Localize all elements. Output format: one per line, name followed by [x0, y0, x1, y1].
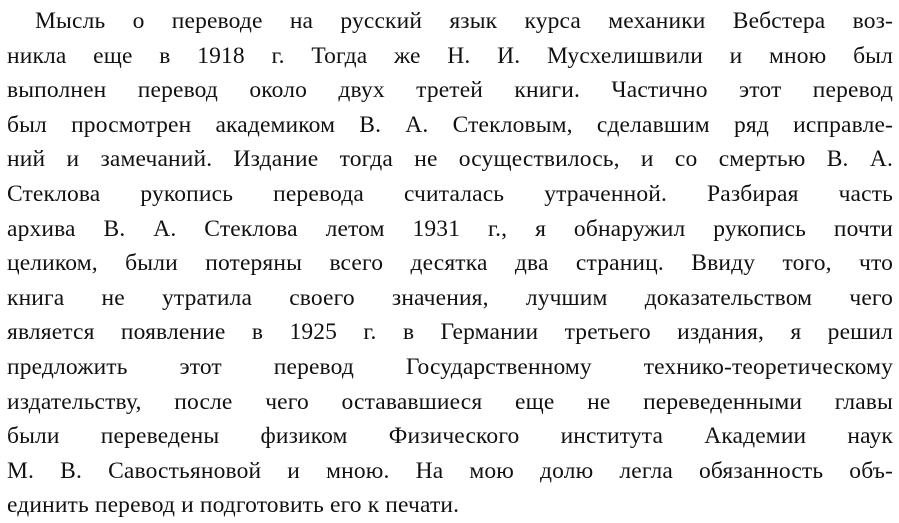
text-line: издательству, после чего остававшиеся еще не переведенными главы	[7, 388, 893, 415]
text-line: Стеклова рукопись перевода считалась утраченной. Разбирая часть	[7, 180, 893, 207]
text-line: М. В. Савостьяновой и мною. На мою долю легла обязанность объ-	[7, 457, 893, 484]
text-line: выполнен перевод около двух третей книги. Частично этот перевод	[7, 77, 893, 104]
text-line: были переведены физиком Физического института Академии наук	[7, 423, 893, 450]
text-line: был просмотрен академиком В. А. Стекловым, сделавшим ряд исправле-	[7, 111, 893, 138]
text-line: архива В. А. Стеклова летом 1931 г., я обнаружил рукопись почти	[7, 215, 893, 242]
text-line: никла еще в 1918 г. Тогда же Н. И. Мусхелишвили и мною был	[7, 42, 893, 69]
text-line: книга не утратила своего значения, лучшим доказательством чего	[7, 284, 893, 311]
text-line: является появление в 1925 г. в Германии третьего издания, я решил	[7, 319, 893, 346]
body-paragraph	[7, 4, 893, 523]
text-line: целиком, были потеряны всего десятка два страниц. Ввиду того, что	[7, 250, 893, 277]
text-line: предложить этот перевод Государственному технико-теоретическому	[7, 353, 893, 380]
text-line: ний и замечаний. Издание тогда не осуществилось, и со смертью В. А.	[7, 146, 893, 173]
text-line: Мысль о переводе на русский язык курса механики Вебстера воз-	[35, 8, 893, 34]
text-line: единить перевод и подготовить его к печати.	[7, 492, 460, 519]
